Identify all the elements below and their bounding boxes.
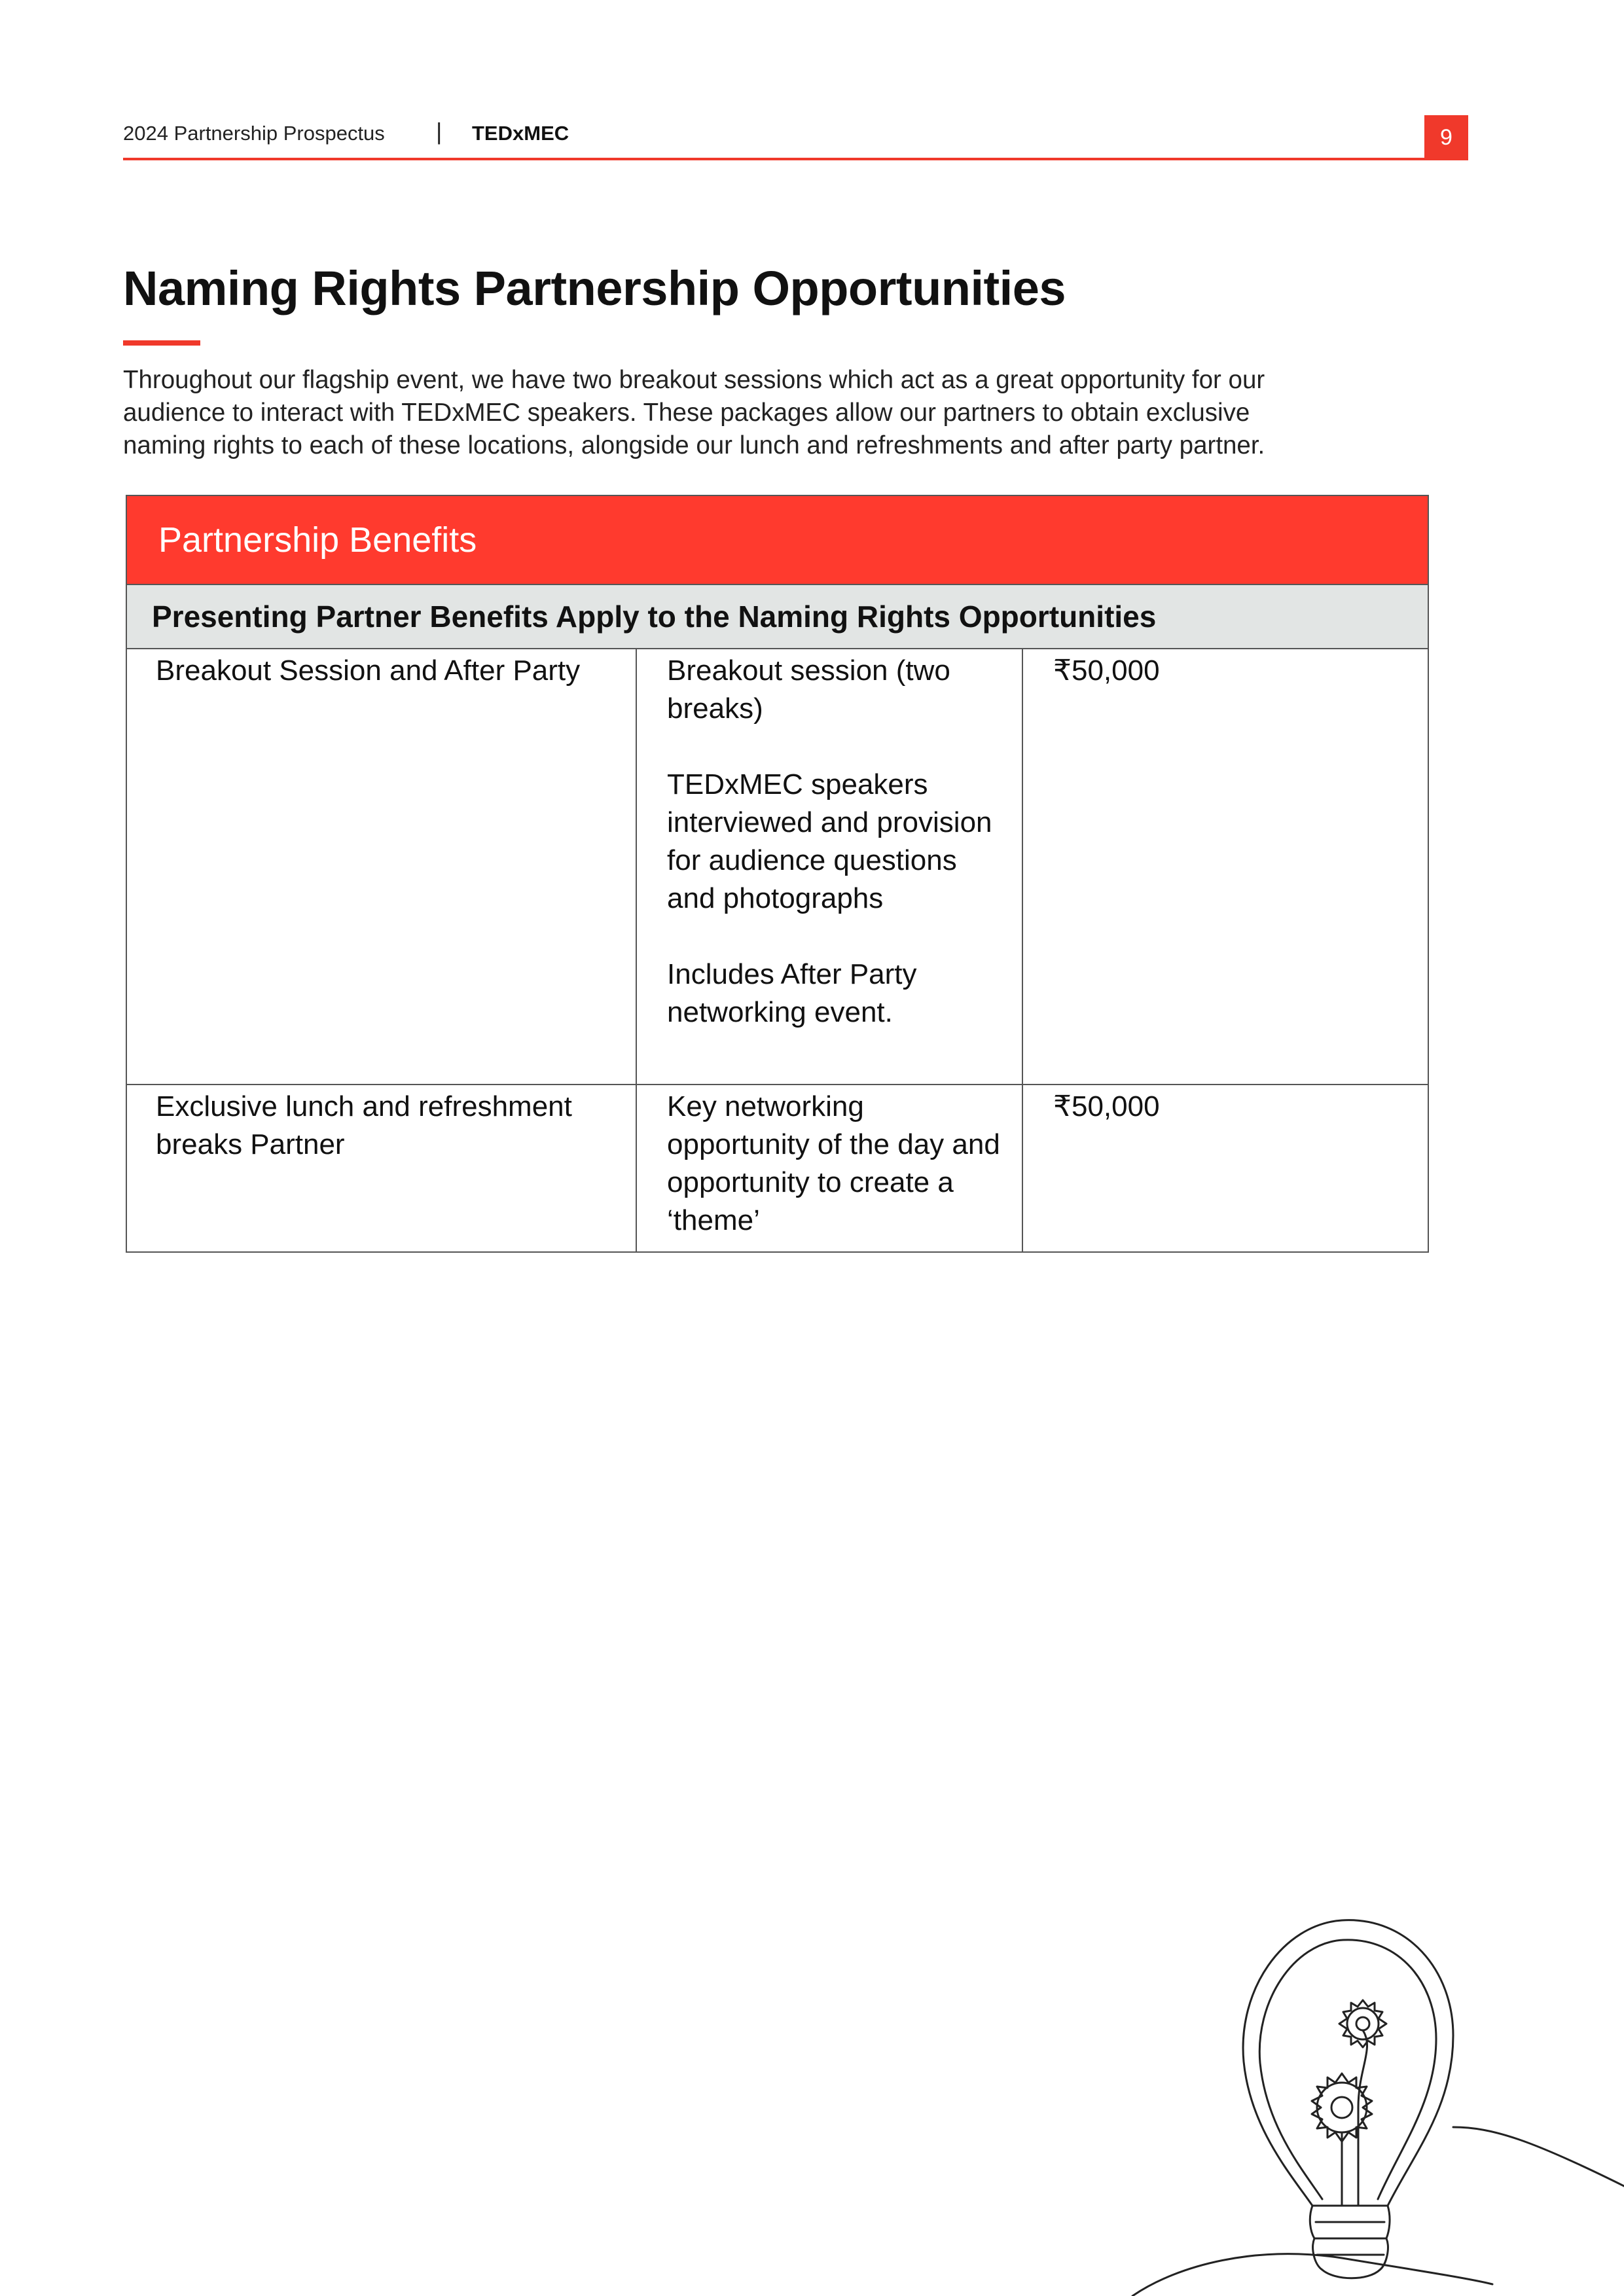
intro-line: Throughout our flagship event, we have two breakout sessions which act as a great opportunity for our	[123, 366, 1265, 394]
intro-line: naming rights to each of these locations, alongside our lunch and refreshments and after party partner.	[123, 431, 1265, 459]
package-name: Breakout Session and After Party	[126, 649, 636, 1085]
header-rule	[123, 158, 1468, 160]
page-title: Naming Rights Partnership Opportunities	[123, 261, 1066, 315]
partnership-benefits-table	[126, 495, 1429, 1253]
running-header	[123, 115, 1468, 161]
header-separator: |	[436, 118, 442, 145]
table-row	[126, 649, 1428, 1085]
title-accent-bar	[123, 340, 200, 346]
brand-name: TEDxMEC	[472, 122, 569, 145]
page-number-badge: 9	[1424, 115, 1468, 160]
package-price: ₹50,000	[1022, 649, 1428, 1085]
description-paragraph: Breakout session (two breaks)	[667, 655, 950, 725]
table-subheader: Presenting Partner Benefits Apply to the Naming Rights Opportunities	[126, 584, 1428, 649]
description-paragraph: TEDxMEC speakers interviewed and provision for audience questions and photographs	[667, 768, 992, 914]
package-description	[636, 649, 1022, 1085]
package-price: ₹50,000	[1022, 1085, 1428, 1252]
description-paragraph: Includes After Party networking event.	[667, 958, 917, 1028]
table-row	[126, 1085, 1428, 1252]
package-name: Exclusive lunch and refreshment breaks Partner	[126, 1085, 636, 1252]
intro-paragraph	[123, 364, 1471, 462]
document-title: 2024 Partnership Prospectus	[123, 122, 385, 145]
table-header: Partnership Benefits	[126, 495, 1428, 584]
description-paragraph: Key networking opportunity of the day and opportunity to create a ‘theme’	[667, 1090, 1000, 1236]
package-description	[636, 1085, 1022, 1252]
intro-line: audience to interact with TEDxMEC speakers. These packages allow our partners to obtain exclusive	[123, 399, 1250, 427]
lightbulb-gears-icon	[1126, 1911, 1624, 2296]
